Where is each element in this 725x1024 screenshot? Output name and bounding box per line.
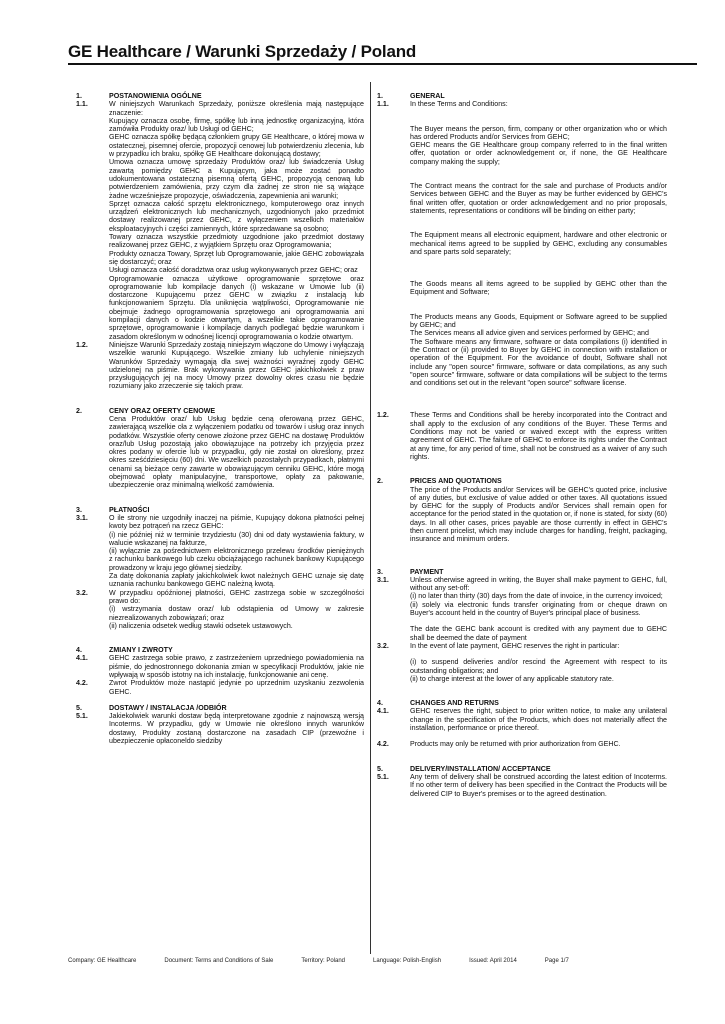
clause-number: 4.2. <box>377 740 389 749</box>
section-heading <box>377 568 667 576</box>
clause-number: 5.1. <box>377 772 389 781</box>
section-title: PAYMENT <box>410 567 444 576</box>
section-heading <box>76 646 364 654</box>
clause-text: O ile strony nie uzgodniły inaczej na piśmie, Kupujący dokona płatności pełnej kwoty bez potrąceń na rzecz GEHC: <box>109 513 364 531</box>
clause-item: (i) nie później niż w terminie trzydziestu (30) dni od daty wystawienia faktury, w walucie wskazanej na fakturze, <box>109 530 364 547</box>
clause-number: 4.2. <box>76 679 88 688</box>
section-number: 4. <box>377 699 383 708</box>
clause-text: In these Terms and Conditions: <box>410 100 508 109</box>
footer-language: Language: Polish-English <box>373 958 442 964</box>
definition: Sprzęt oznacza całość sprzętu elektronicznego, komputerowego oraz innych urządzeń elektronicznych lub mechanicznych, uzgodnionych jako przedmiot dostawy realizowanej przez GEHC, z wyłączeniem wszelkich materiałów eksploatacyjnych i części zamiennych, które sprzedawane są osobno; <box>109 199 364 233</box>
clause-item: (ii) naliczenia odsetek według stawki odsetek ustawowych. <box>109 621 293 630</box>
clause-number: 1.2. <box>76 340 88 349</box>
clause-text: The date the GEHC bank account is credited with any payment due to GEHC shall be deemed the date of payment <box>410 625 667 642</box>
clause-text: W niniejszych Warunkach Sprzedaży, poniższe określenia mają następujące znaczenie: <box>109 100 364 117</box>
footer-company: Company: GE Healthcare <box>68 958 137 964</box>
section-number: 1. <box>76 92 82 100</box>
section-heading <box>76 506 364 514</box>
section-heading <box>76 704 364 712</box>
document-title: GE Healthcare / Warunki Sprzedaży / Poland <box>68 42 417 61</box>
definition: The Software means any firmware, software or data compilations (i) identified in the Contract or (ii) provided to Buyer by GEHC in connection with installation or operation of the Equipment. For the avoidance of doubt, Software shall not include any "open source" firmware, software or data compilations, as any such "open source" firmware, software or data compilations will be subject to the terms and conditions set out in the relevant "open source" software license. <box>410 337 667 388</box>
clause-text: W przypadku opóźnionej płatności, GEHC zastrzega sobie w szczególności prawo do: <box>109 588 364 605</box>
polish-column <box>76 92 364 745</box>
clause <box>76 341 364 391</box>
clause <box>76 654 364 679</box>
clause <box>76 100 364 117</box>
clause-text: Unless otherwise agreed in writing, the Buyer shall make payment to GEHC, full, without any set-off: <box>410 575 667 593</box>
definition: The Goods means all items agreed to be supplied by GEHC other than the Equipment and Software; <box>410 280 667 297</box>
section-heading <box>377 765 667 773</box>
clause-item: (i) to suspend deliveries and/or rescind the Agreement with respect to its outstanding obligations; and <box>410 658 667 675</box>
definition: Oprogramowanie oznacza użytkowe oprogramowanie sprzętowe oraz oprogramowanie lub kompilacje danych (i) wskazane w Umowie lub (ii) dostarczone Kupującemu przez GEHC w związku z instalacją lub funkcjonowaniem Sprzętu. Dla uniknięcia wątpliwości, Oprogramowanie nie obejmuje żadnego oprogramowania sprzętowego ani oprogramowania ani kompilacji danych o kodzie otwartym, a wszelkie takie oprogramowanie sprzętowe, oprogramowanie i kompilacje danych podlegać będzie warunkom i zasadom określonym w odnośnej licencji oprogramowania o kodzie otwartym. <box>109 274 364 341</box>
definition: Usługi oznacza całość doradztwa oraz usług wykonywanych przez GEHC; oraz <box>109 266 358 275</box>
clause <box>377 773 667 798</box>
clause-text: GEHC zastrzega sobie prawo, z zastrzeżeniem uprzedniego powiadomienia na piśmie, do jednostronnego dokonania zmian w specyfikacji Produktów, jakie nie wpływają w sposób istotny na ich instalację, funkcjonowanie ani cenę. <box>109 654 364 679</box>
section-heading <box>377 92 667 100</box>
english-column <box>377 92 667 798</box>
clause-text: Cena Produktów oraz/ lub Usług będzie ceną oferowaną przez GEHC, zawierającą wszelkie cła z wyłączeniem podatku od towarów i usług oraz innych podatków. Wszystkie oferty cenowe złożone przez GEHC na dostawę Produktów oraz/lub Usług pozostają jako obowiązujące na potrzeby ich przyjęcia przez okres podany w ofercie lub w przypadku, gdy nie został on określony, przez okres sześćdziesięciu (60) dni. We wszelkich pozostałych przypadkach, płatnymi cenami są bieżące ceny zawarte w obowiązującym cenniku GEHC, które mogą obejmować opłaty manipulacyjne, transportowe, opłaty za pakowanie, ubezpieczenie oraz minimalną wielkość zamówienia. <box>109 414 364 490</box>
section-number: 2. <box>377 477 383 486</box>
clause-number: 1.1. <box>377 100 389 109</box>
definition: Towary oznacza wszystkie przedmioty uzgodnione jako przedmiot dostawy realizowanej przez GEHC, z wyjątkiem Sprzętu oraz Oprogramowania; <box>109 233 364 250</box>
section-title: POSTANOWIENIA OGÓLNE <box>109 92 202 100</box>
clause <box>377 576 667 593</box>
clause-item: (i) no later than thirty (30) days from the date of invoice, in the currency invoiced; <box>410 592 663 601</box>
section-heading <box>377 477 667 485</box>
clause-text: Any term of delivery shall be construed according the latest edition of Incoterms. If no other term of delivery has been specified in the Contract the Products will be delivered CIP to Buyer's premises or to the agreed destination. <box>410 772 667 798</box>
clause-number: 5.1. <box>76 712 88 721</box>
section-title: CENY ORAZ OFERTY CENOWE <box>109 406 216 415</box>
clause-item: (ii) to charge interest at the lower of any applicable statutory rate. <box>410 674 614 683</box>
clause-number: 3.1. <box>377 575 389 584</box>
clause <box>377 707 667 732</box>
clause-text: Jakiekolwiek warunki dostaw będą interpretowane zgodnie z najnowszą wersją Incoterms. W przypadku, gdy w Umowie nie określono innych warunków dostawy, Produkty zostaną dostarczone na zasadach CIP (przewoźne i ubezpieczenie opłaconeldo siedziby <box>109 712 364 746</box>
clause <box>76 589 364 606</box>
clause-number: 4.1. <box>377 707 389 716</box>
column-divider <box>370 82 371 954</box>
section-number: 2. <box>76 406 82 415</box>
clause-number: 1.2. <box>377 411 389 420</box>
clause <box>76 679 364 696</box>
definition: The Products means any Goods, Equipment or Software agreed to be supplied by GEHC; and <box>410 312 667 330</box>
section-number: 5. <box>377 764 383 773</box>
clause <box>76 712 364 745</box>
definition: The Services means all advice given and services performed by GEHC; and <box>410 329 649 338</box>
definition: The Buyer means the person, firm, company or other organization who or which has ordered Products and/or Services from GEHC; <box>410 124 667 141</box>
definition: Umowa oznacza umowę sprzedaży Produktów oraz/ lub świadczenia Usług zawartą pomiędzy GEHC a Kupującym, jaka może zostać ponadto udokumentowana ostateczną pisemną ofertą GEHC, propozycją cenową lub potwierdzeniem zamówienia, przy czym dla żadnej ze stron nie są wiążące żadne wcześniejsze propozycje, oświadczenia, zapewnienia ani warunki; <box>109 158 364 200</box>
clause-text: Za datę dokonania zapłaty jakichkolwiek kwot należnych GEHC uznaje się datę uznania rachunku bankowego GEHC należną kwotą. <box>109 572 364 589</box>
clause-item: (i) wstrzymania dostaw oraz/ lub odstąpienia od Umowy w zakresie niezrealizowanych zobowiązań; oraz <box>109 605 364 622</box>
clause <box>76 514 364 531</box>
clause-number: 4.1. <box>76 654 88 663</box>
clause-text: Products may only be returned with prior authorization from GEHC. <box>410 740 621 749</box>
clause-number: 3.1. <box>76 513 88 522</box>
section-title: CHANGES AND RETURNS <box>410 699 499 708</box>
clause-item: (ii) wyłącznie za pośrednictwem elektronicznego przelewu środków pieniężnych z rachunku bankowego lub czeku obciążającego rachunek bankowy Kupującego prowadzony w kraju jego głównej siedziby. <box>109 547 364 572</box>
page-footer <box>68 958 697 964</box>
section-number: 3. <box>377 567 383 576</box>
definition: Kupujący oznacza osobę, firmę, spółkę lub inną jednostkę organizacyjną, która zamówiła Produkty oraz/ lub Usługi od GEHC; <box>109 116 364 134</box>
clause-item: (ii) solely via electronic funds transfer originating from or cheque drawn on Buyer's account held in the country of Buyer's principal place of business. <box>410 600 667 618</box>
footer-issued: Issued: April 2014 <box>469 958 517 964</box>
section-heading <box>76 92 364 100</box>
definition: The Contract means the contract for the sale and purchase of Products and/or Services between GEHC and the Buyer as may be further evidenced by GEHC's final written offer, quotation or order acknowledgement and no prior proposals, statements, representations or conditions will be binding on either party; <box>410 182 667 215</box>
section-title: PŁATNOŚCI <box>109 505 150 514</box>
clause-text: These Terms and Conditions shall be hereby incorporated into the Contract and shall apply to the exclusion of any conditions of the Buyer. These Terms and Conditions may not be varied or waived except with the express written agreement of GEHC. The failure of GEHC to enforce its rights under the Contract at any time, for any period of time, shall not be construed as a waiver of any such rights. <box>410 411 667 461</box>
clause-number: 1.1. <box>76 100 88 109</box>
clause-text: In the event of late payment, GEHC reserves the right in particular: <box>410 641 620 650</box>
section-title: ZMIANY I ZWROTY <box>109 646 173 655</box>
clause-text: GEHC reserves the right, subject to prior written notice, to make any unilateral change in the specification of the Products, which does not materially affect the installation, performance or price thereof. <box>410 707 667 733</box>
clause <box>377 642 667 650</box>
definition: GEHC oznacza spółkę będącą członkiem grupy GE Healthcare, o której mowa w ostatecznej, pisemnej ofercie, propozycji cenowej lub potwierdzeniu zlecenia, lub w przypadku ich braku, spółkę GE Healthcare dokonującą dostawy; <box>109 133 364 159</box>
clause-number: 3.2. <box>76 588 88 597</box>
footer-document: Document: Terms and Conditions of Sale <box>164 958 274 964</box>
clause <box>377 411 667 461</box>
section-title: GENERAL <box>410 92 445 100</box>
footer-page-number: Page 1/7 <box>544 958 569 964</box>
section-number: 3. <box>76 505 82 514</box>
clause <box>377 740 667 748</box>
clause-text: Niniejsze Warunki Sprzedaży zostają niniejszym włączone do Umowy i wyłączają wszelkie warunki Kupującego. Wszelkie zmiany lub uchylenie niniejszych Warunków Sprzedaży wymagają dla swej ważności wyraźnej zgody GEHC udzielonej na piśmie. Brak wykonywania przez GEHC jakichkolwiek z praw przysługujących jej na mocy Umowy przez dowolny okres czasu nie będzie rozumiany jako zrzeczenie się takich praw. <box>109 340 364 391</box>
definition: Produkty oznacza Towary, Sprzęt lub Oprogramowanie, jakie GEHC zobowiązała się dostarczyć; oraz <box>109 249 364 266</box>
section-number: 4. <box>76 646 82 655</box>
section-heading <box>76 407 364 415</box>
section-number: 5. <box>76 703 82 712</box>
section-title: DOSTAWY / INSTALACJA /ODBIÓR <box>109 703 227 712</box>
footer-territory: Territory: Poland <box>301 958 346 964</box>
clause-text: Zwrot Produktów może nastąpić jedynie po uprzednim uzyskaniu zezwolenia GEHC. <box>109 679 364 696</box>
section-title: PRICES AND QUOTATIONS <box>410 477 502 486</box>
clause-text: The price of the Products and/or Services will be GEHC's quoted price, inclusive of any duties, but exclusive of value added or other taxes. All quotations issued by GEHC for the supply of Products and/or Services shall remain open for acceptance for the period stated in the quotation or, if none is stated, for sixty (60) days. In all other cases, prices payable are those currently in effect in GEHC's then current pricelist, which may include charges for handling, freight, packaging, insurance and minimum orders. <box>410 485 667 544</box>
clause <box>377 100 667 108</box>
section-heading <box>377 699 667 707</box>
clause-number: 3.2. <box>377 641 389 650</box>
definition: The Equipment means all electronic equipment, hardware and other electronic or mechanical items agreed to be supplied by GEHC, excluding any consumables and spare parts sold separately; <box>410 231 667 256</box>
section-title: DELIVERY/INSTALLATION/ ACCEPTANCE <box>410 764 551 773</box>
definition: GEHC means the GE Healthcare group company referred to in the final written offer, quotation or order acknowledgement or, if none, the GE Healthcare company making the supply; <box>410 141 667 166</box>
section-number: 1. <box>377 92 383 100</box>
title-rule <box>68 63 697 65</box>
